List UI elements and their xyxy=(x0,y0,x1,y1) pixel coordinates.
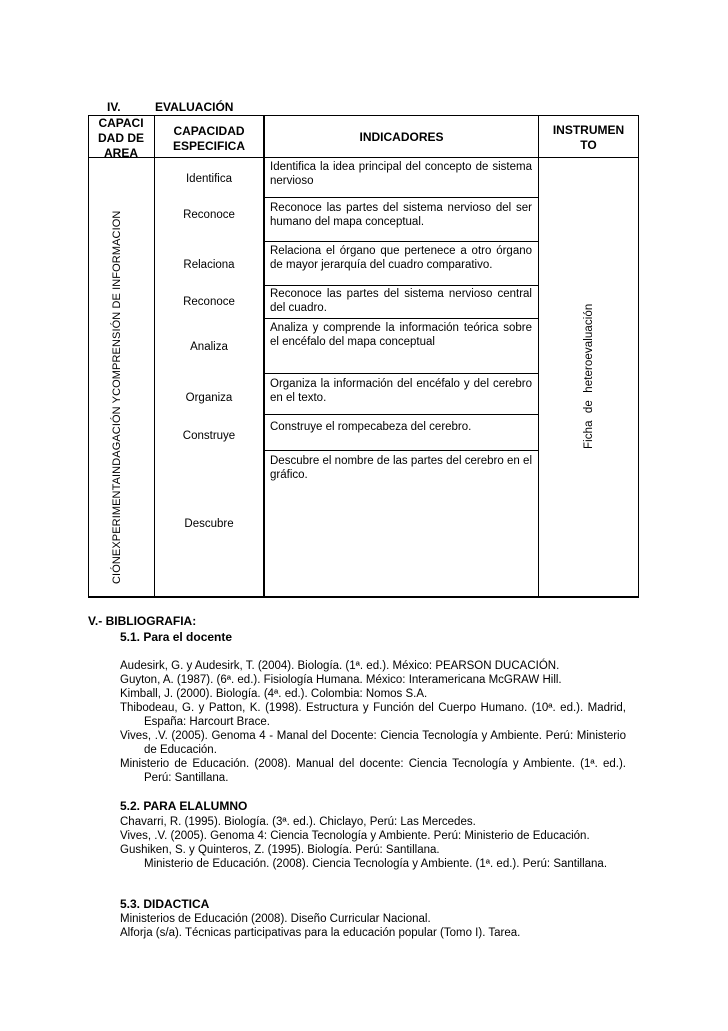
indicador-cell: Construye el rompecabeza del cerebro. xyxy=(270,421,472,433)
indicador-cell: Reconoce las partes del sistema nervioso central del cuadro. xyxy=(270,288,532,314)
didactica-title: 5.3. DIDACTICA xyxy=(120,897,210,911)
reference-item: Gushiken, S. y Quinteros, Z. (1995). Biología. Perú: Santillana. xyxy=(120,844,440,856)
indicador-cell: Identifica la idea principal del concepto de sistema nervioso xyxy=(270,161,532,187)
didactica-references xyxy=(120,912,626,940)
capacidad-cell: Relaciona xyxy=(183,259,235,271)
reference-item: Alforja (s/a). Técnicas participativas para la educación popular (Tomo I). Tarea. xyxy=(120,927,521,939)
capacidad-cell: Reconoce xyxy=(183,209,235,221)
capacidad-cell: Analiza xyxy=(190,341,228,353)
indicador-cell: Relaciona el órgano que pertenece a otro órgano de mayor jerarquía del cuadro comparativo. xyxy=(270,245,532,271)
header-instrumento: INSTRUMEN TO xyxy=(552,123,625,152)
bibliography-title: V.- BIBLIOGRAFIA: xyxy=(88,614,197,628)
indicador-cell: Descubre el nombre de las partes del cerebro en el gráfico. xyxy=(270,455,532,481)
capacidad-cell: Organiza xyxy=(185,392,233,404)
docente-title: 5.1. Para el docente xyxy=(120,630,233,644)
reference-item: Kimball, J. (2000). Biología. (4ª. ed.). Colombia: Nomos S.A. xyxy=(120,688,428,700)
indicador-cell: Reconoce las partes del sistema nervioso del ser humano del mapa conceptual. xyxy=(270,202,532,228)
header-indicadores: INDICADORES xyxy=(359,130,444,144)
reference-item: Vives, .V. (2005). Genoma 4: Ciencia Tecnología y Ambiente. Perú: Ministerio de Educación. xyxy=(120,830,590,842)
reference-item: Audesirk, G. y Audesirk, T. (2004). Biología. (1ª. ed.). México: PEARSON DUCACIÓN. xyxy=(120,660,560,672)
section-number: IV. xyxy=(107,100,121,114)
header-capacidad-especifica: CAPACIDAD ESPECIFICA xyxy=(172,124,245,153)
capacidad-cell: Reconoce xyxy=(183,296,235,308)
reference-item: Chavarri, R. (1995). Biología. (3ª. ed.). Chiclayo, Perú: Las Mercedes. xyxy=(120,816,476,828)
reference-item: Vives, .V. (2005). Genoma 4 - Manal del Docente: Ciencia Tecnología y Ambiente. Perú: Ministerio de Educación. xyxy=(120,730,626,756)
capacidad-cell: Construye xyxy=(182,430,236,442)
capacidad-cell: Descubre xyxy=(184,518,234,530)
section-title: EVALUACIÓN xyxy=(155,100,234,114)
instrument-label: Ficha de heteroevaluación xyxy=(583,303,595,449)
indicador-cell: Analiza y comprende la información teórica sobre el encéfalo del mapa conceptual xyxy=(270,322,532,348)
area-label: CIÓNEXPERIMENTAINDAGACIÓN YCOMPRENSIÓN DE INFORMACION xyxy=(111,210,123,584)
header-capacidad-area: CAPACI DAD DE AREA xyxy=(97,116,144,160)
reference-item: Ministerio de Educación. (2008). Manual del docente: Ciencia Tecnología y Ambiente. (1ª. ed.). Perú: Santillana. xyxy=(120,758,626,784)
docente-references xyxy=(120,659,626,785)
reference-item: Thibodeau, G. y Patton, K. (1998). Estructura y Función del Cuerpo Humano. (10ª. ed.). Madrid, España: Harcourt Brace. xyxy=(120,702,626,728)
alumno-references xyxy=(120,815,626,871)
indicador-cell: Organiza la información del encéfalo y del cerebro en el texto. xyxy=(270,378,532,404)
alumno-title: 5.2. PARA ELALUMNO xyxy=(120,799,248,813)
capacidad-cell: Identifica xyxy=(185,173,233,185)
reference-item: Ministerios de Educación (2008). Diseño Curricular Nacional. xyxy=(120,913,431,925)
reference-item: Ministerio de Educación. (2008). Ciencia Tecnología y Ambiente. (1ª. ed.). Perú: Santillana. xyxy=(144,858,608,870)
reference-item: Guyton, A. (1987). (6ª. ed.). Fisiología Humana. México: Interamericana McGRAW Hill. xyxy=(120,674,562,686)
